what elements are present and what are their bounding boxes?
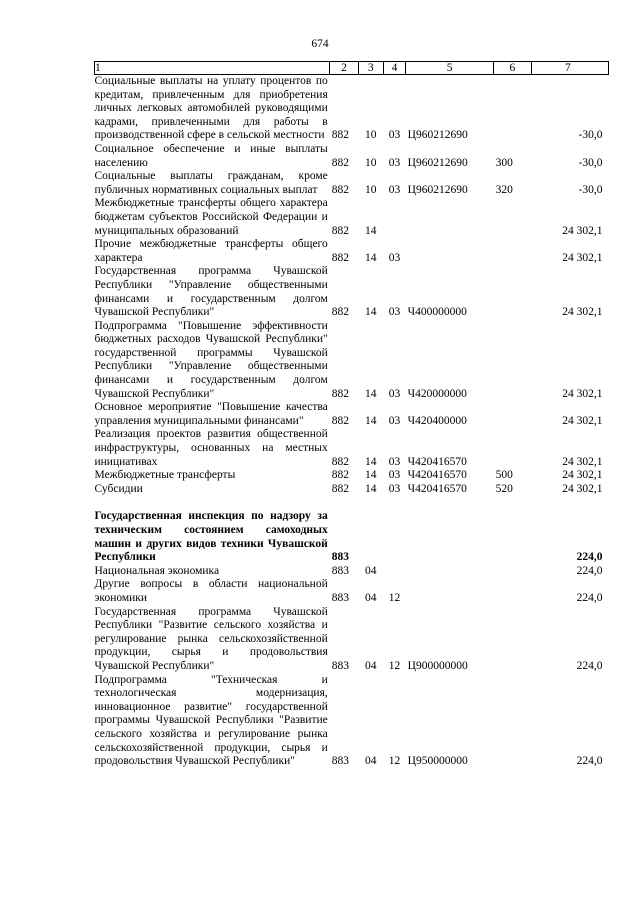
row-target-article: Ц960212690 [407,183,468,196]
row-subsection-code: 03 [388,156,401,169]
header-col-5: 5 [406,62,494,75]
row-expense-type [494,565,532,579]
row-section-code: 04 [364,591,377,604]
row-expense-type [494,428,532,469]
table-row [95,606,609,674]
row-section-code: 14 [364,387,377,400]
page-number: 674 [311,38,329,50]
row-section-code: 14 [364,455,377,468]
row-ministry-code: 882 [331,183,349,196]
row-subsection-code [383,565,405,579]
row-section-code: 10 [364,129,377,142]
table-row [95,483,609,497]
row-description: Подпрограмма "Повышение эффективности бюджетных расходов Чувашской Республики" государственной программы Чувашской Республики "Управление общественными финансами и государственным долгом Чувашской Республики" [94,319,328,400]
row-target-article: Ц960212690 [407,156,468,169]
row-ministry-code: 883 [331,755,349,768]
row-section-code: 10 [364,156,377,169]
table-row [95,320,609,402]
row-amount: 24 302,1 [562,469,603,482]
row-description: Прочие межбюджетные трансферты общего характера [94,238,328,264]
spacer-row [95,496,609,510]
row-target-article [406,565,494,579]
row-ministry-code: 882 [331,469,349,482]
row-target-article: Ч420400000 [407,414,467,427]
row-ministry-code: 882 [331,414,349,427]
row-ministry-code: 883 [331,591,349,604]
row-target-article [406,238,494,265]
row-ministry-code: 882 [331,455,349,468]
row-expense-type [494,606,532,674]
row-expense-type [494,578,532,605]
row-expense-type: 500 [495,469,513,482]
row-subsection-code: 03 [388,387,401,400]
row-subsection-code [383,197,405,238]
row-subsection-code: 12 [388,755,401,768]
row-description: Основное мероприятие "Повышение качества управления муниципальными финансами" [94,401,328,427]
row-description: Национальная экономика [94,564,220,577]
row-ministry-code: 882 [331,224,349,237]
row-section-code: 10 [364,183,377,196]
row-ministry-code: 883 [331,564,349,577]
row-subsection-code: 03 [388,183,401,196]
row-ministry-code: 882 [331,156,349,169]
row-target-article: Ц900000000 [407,659,468,672]
row-ministry-code: 883 [331,659,349,672]
table-row [95,565,609,579]
row-amount: 24 302,1 [562,306,603,319]
row-target-article: Ч420416570 [407,482,467,495]
row-expense-type: 300 [495,156,513,169]
row-expense-type [494,265,532,319]
row-target-article: Ч400000000 [407,306,467,319]
row-amount: -30,0 [578,183,603,196]
table-row [95,401,609,428]
table-row [95,170,609,197]
header-col-7: 7 [531,62,608,75]
row-section-code: 14 [364,251,377,264]
row-section-code: 14 [364,414,377,427]
row-ministry-code: 882 [331,306,349,319]
row-ministry-code: 882 [331,129,349,142]
row-description: Подпрограмма "Техническая и технологическая модернизация, инновационное развитие" государственной программы Чувашской Республики "Развитие сельского хозяйства и регулирование рынка сельскохозяйственной продукции, сырья и продовольствия Чувашской Республики" [94,673,328,768]
row-section-code: 04 [364,755,377,768]
table-row [95,510,609,564]
row-subsection-code: 03 [388,455,401,468]
table-header-row [95,62,609,75]
row-subsection-code: 12 [388,659,401,672]
row-target-article: Ч420000000 [407,387,467,400]
row-description: Социальные выплаты гражданам, кроме публичных нормативных социальных выплат [94,170,328,196]
row-section-code: 04 [364,564,377,577]
row-expense-type [494,75,532,143]
row-expense-type [494,510,532,564]
row-target-article: Ч420416570 [407,469,467,482]
header-col-2: 2 [330,62,358,75]
row-description: Социальное обеспечение и иные выплаты населению [94,142,328,169]
table-row [95,674,609,769]
row-description: Межбюджетные трансферты общего характера бюджетам субъектов Российской Федерации и муниципальных образований [94,197,328,237]
row-subsection-code: 03 [388,482,401,495]
row-section-code [358,510,383,564]
row-expense-type [494,238,532,265]
table-row [95,265,609,319]
row-expense-type [494,197,532,238]
row-subsection-code: 03 [388,469,401,482]
row-expense-type: 320 [495,183,513,196]
row-target-article: Ц960212690 [407,129,468,142]
row-ministry-code: 882 [331,387,349,400]
row-subsection-code: 03 [388,414,401,427]
header-col-6: 6 [494,62,532,75]
row-amount: 24 302,1 [562,387,603,400]
table-row [95,238,609,265]
row-amount: 224,0 [576,755,603,768]
row-description: Реализация проектов развития общественной инфраструктуры, основанных на местных инициативах [94,428,328,468]
row-description: Межбюджетные трансферты [94,469,236,482]
row-description: Другие вопросы в области национальной экономики [94,578,328,604]
row-subsection-code: 03 [388,129,401,142]
table-row [95,469,609,483]
row-subsection-code [383,510,405,564]
row-ministry-code: 882 [331,482,349,495]
row-amount: 24 302,1 [562,414,603,427]
row-description: Субсидии [94,482,143,495]
row-amount: 224,0 [576,591,603,604]
row-target-article: Ч420416570 [407,455,467,468]
row-target-article [406,197,494,238]
row-amount: 224,0 [576,564,603,577]
row-description: Социальные выплаты на уплату процентов по кредитам, привлеченным для приобретения личных легковых автомобилей руководящими кадрами, привлеченными для работы в производственной сфере в сельской местности [94,75,328,142]
row-description: Государственная инспекция по надзору за техническим состоянием самоходных машин и других видов техники Чувашской Республики [94,510,328,564]
table-row [95,428,609,469]
spacer-cell [95,496,609,510]
row-section-code: 14 [364,224,377,237]
row-ministry-code: 883 [331,551,349,564]
row-expense-type [494,674,532,769]
row-amount: 224,0 [576,551,603,564]
header-col-4: 4 [383,62,405,75]
row-target-article [406,578,494,605]
row-subsection-code: 03 [388,251,401,264]
row-ministry-code: 882 [331,251,349,264]
budget-table [94,61,609,769]
row-subsection-code: 03 [388,306,401,319]
row-section-code: 14 [364,482,377,495]
table-row [95,75,609,143]
row-amount: 24 302,1 [562,251,603,264]
table-row [95,143,609,170]
row-amount: 224,0 [576,659,603,672]
row-target-article: Ц950000000 [407,755,468,768]
row-amount: -30,0 [578,129,603,142]
row-description: Государственная программа Чувашской Республики "Развитие сельского хозяйства и регулирование рынка сельскохозяйственной продукции, сырья и продовольствия Чувашской Республики" [94,605,328,672]
row-expense-type [494,320,532,402]
row-expense-type: 520 [495,482,513,495]
row-amount: 24 302,1 [562,224,603,237]
table-body [95,75,609,769]
header-col-3: 3 [358,62,383,75]
table-row [95,197,609,238]
row-expense-type [494,401,532,428]
row-amount: -30,0 [578,156,603,169]
header-col-1: 1 [95,62,330,75]
row-description: Государственная программа Чувашской Республики "Управление общественными финансами и государственным долгом Чувашской Республики" [94,265,328,319]
row-section-code: 14 [364,306,377,319]
row-subsection-code: 12 [388,591,401,604]
row-target-article [406,510,494,564]
row-amount: 24 302,1 [562,482,603,495]
row-section-code: 04 [364,659,377,672]
row-section-code: 14 [364,469,377,482]
table-row [95,578,609,605]
row-amount: 24 302,1 [562,455,603,468]
